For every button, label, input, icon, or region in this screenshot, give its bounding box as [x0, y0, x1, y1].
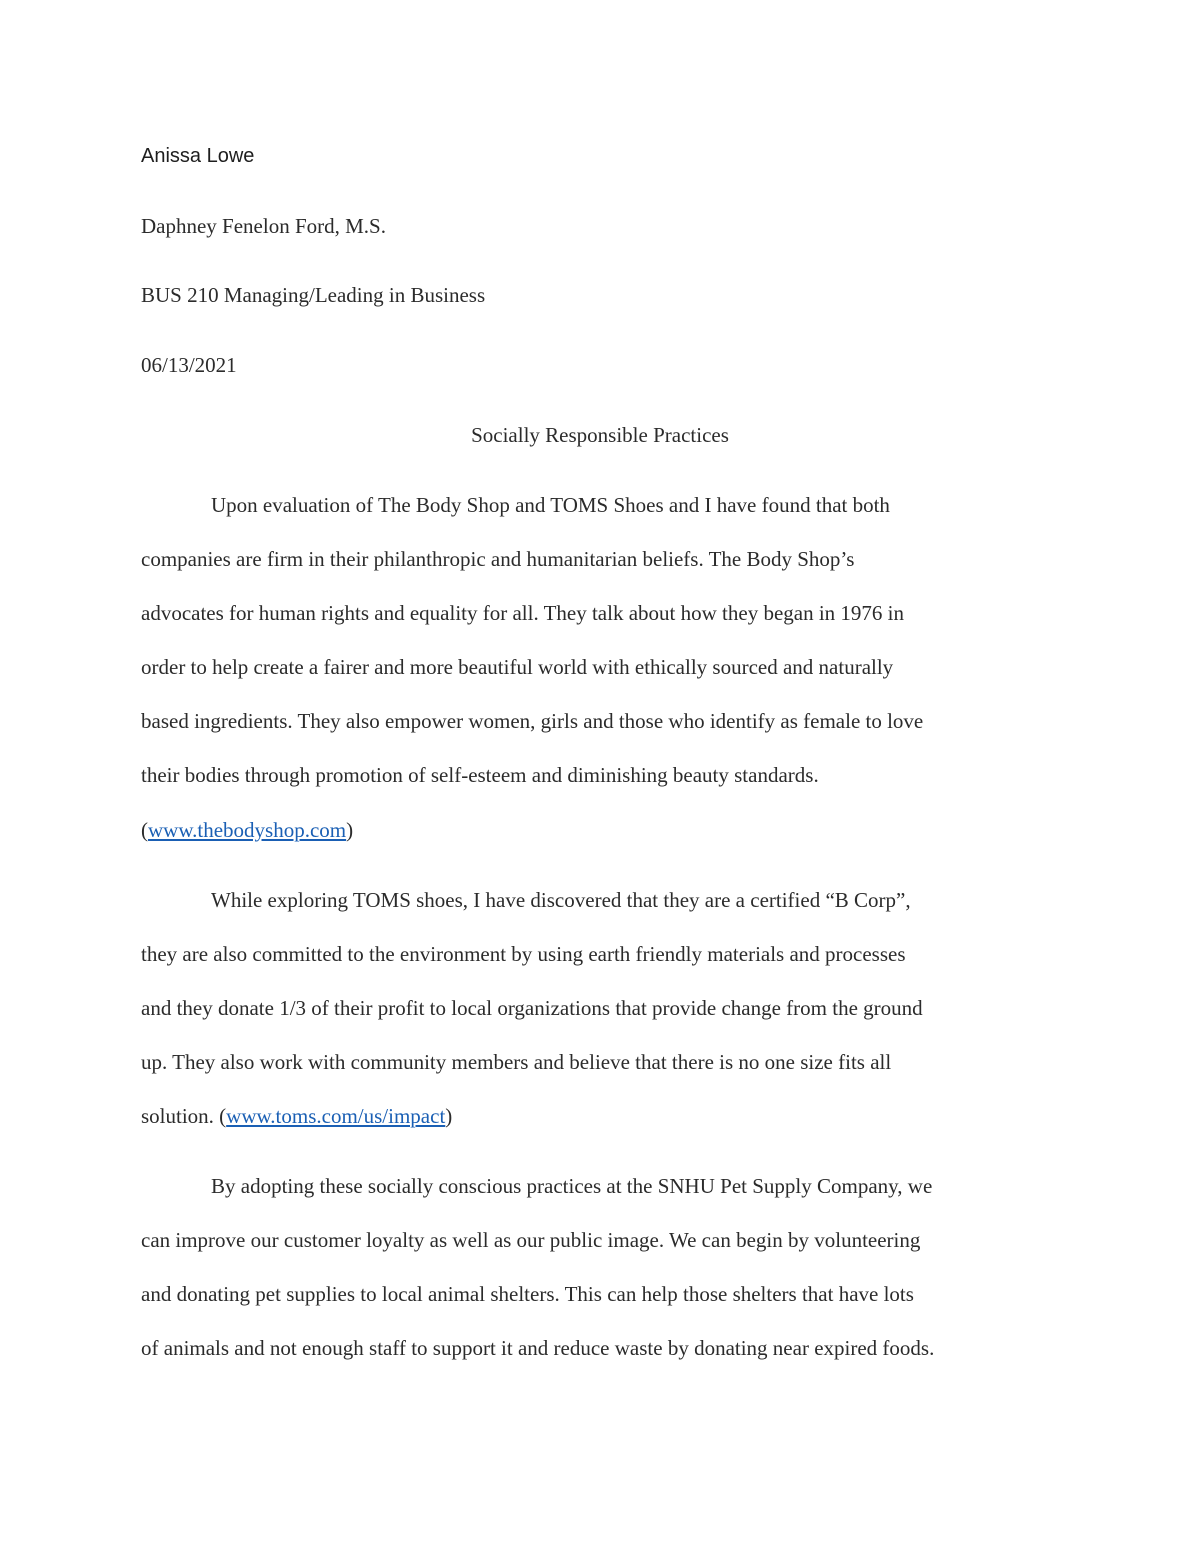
paragraph-line: Upon evaluation of The Body Shop and TOMS Shoes and I have found that both: [211, 493, 890, 517]
paragraph-line: and donating pet supplies to local animal shelters. This can help those shelters that have lots: [141, 1282, 914, 1306]
course-name: BUS 210 Managing/Leading in Business: [141, 283, 486, 307]
paragraph-line: their bodies through promotion of self-esteem and diminishing beauty standards.: [141, 763, 819, 787]
citation-line: [141, 1102, 452, 1130]
citation-prefix: solution. (: [141, 1104, 227, 1128]
paragraph-line: can improve our customer loyalty as well as our public image. We can begin by volunteering: [141, 1228, 921, 1252]
paragraph-line: they are also committed to the environment by using earth friendly materials and processes: [141, 942, 906, 966]
paragraph-line: By adopting these socially conscious practices at the SNHU Pet Supply Company, we: [211, 1174, 933, 1198]
paragraph-line: up. They also work with community members and believe that there is no one size fits all: [141, 1050, 892, 1074]
toms-link[interactable]: www.toms.com/us/impact: [226, 1104, 446, 1128]
document-date: 06/13/2021: [141, 353, 237, 377]
instructor-name: Daphney Fenelon Ford, M.S.: [141, 214, 386, 238]
paragraph-line: order to help create a fairer and more beautiful world with ethically sourced and naturally: [141, 655, 894, 679]
paragraph-line: While exploring TOMS shoes, I have discovered that they are a certified “B Corp”,: [211, 888, 911, 912]
document-title: Socially Responsible Practices: [471, 423, 729, 447]
citation-close: ): [445, 1104, 453, 1128]
paragraph-line: of animals and not enough staff to support it and reduce waste by donating near expired foods.: [141, 1336, 935, 1360]
citation-open: (: [141, 818, 148, 842]
citation-close: ): [346, 818, 354, 842]
citation-line: [141, 816, 353, 844]
author-name: Anissa Lowe: [141, 145, 255, 167]
bodyshop-link[interactable]: www.thebodyshop.com: [148, 818, 347, 842]
paragraph-line: companies are firm in their philanthropic and humanitarian beliefs. The Body Shop’s: [141, 547, 855, 571]
paragraph-line: based ingredients. They also empower women, girls and those who identify as female to love: [141, 709, 924, 733]
paragraph-line: advocates for human rights and equality for all. They talk about how they began in 1976 in: [141, 601, 905, 625]
paragraph-line: and they donate 1/3 of their profit to local organizations that provide change from the ground: [141, 996, 923, 1020]
